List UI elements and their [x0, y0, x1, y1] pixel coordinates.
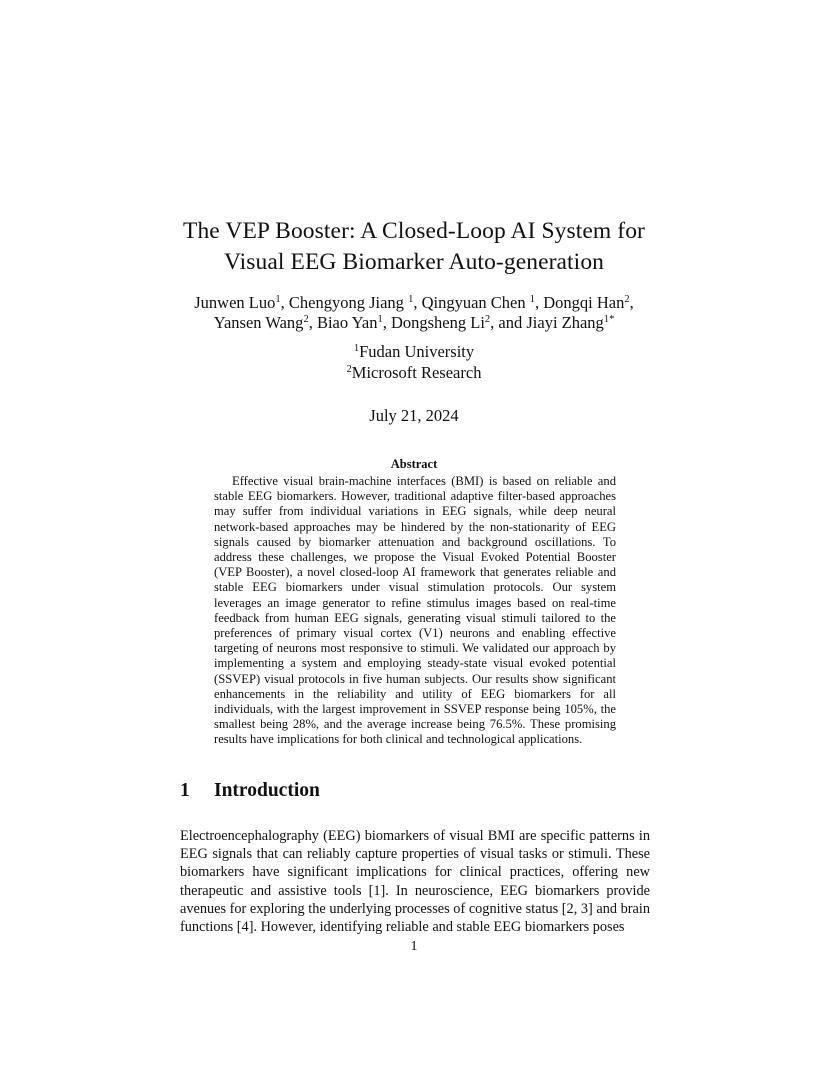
author-separator: , [280, 293, 289, 312]
section-number: 1 [180, 780, 190, 801]
author-name: Dongsheng Li [390, 313, 485, 332]
author-line-2 [0, 313, 828, 333]
author-affiliation-mark: 2 [303, 314, 309, 325]
page-number: 1 [410, 939, 418, 954]
section-title: Introduction [214, 780, 320, 801]
introduction-paragraph: Electroencephalography (EEG) biomarkers of visual BMI are specific patterns in EEG signals that can reliably capture properties of visual tasks or stimuli. These biomarkers have significant implications for clinical practices, offering new therapeutic and assistive tools [1]. In neuroscience, EEG biomarkers provide avenues for exploring the underlying processes of cognitive status [2, 3] and brain functions [4]. However, identifying reliable and stable EEG biomarkers poses [180, 828, 650, 936]
affiliation [0, 342, 828, 363]
author-separator: , [413, 293, 422, 312]
affiliation-name: Microsoft Research [351, 362, 482, 382]
paper-title-line-2: Visual EEG Biomarker Auto-generation [223, 249, 605, 275]
affiliation-mark: 1 [353, 343, 360, 354]
paper-title-line-1: The VEP Booster: A Closed-Loop AI System for [183, 218, 645, 244]
author-affiliation-mark: 1 [377, 314, 383, 325]
author-name: Qingyuan Chen [421, 293, 530, 312]
author-name: Junwen Luo [194, 293, 276, 312]
paper-title [0, 216, 828, 278]
author-separator: , and [490, 313, 527, 332]
author-separator: , [382, 313, 391, 332]
author-name: Biao Yan [316, 313, 378, 332]
abstract-text: Effective visual brain-machine interfaces (BMI) is based on reliable and stable EEG biomarkers. However, traditional adaptive filter-based approaches may suffer from individual variations in EEG signals, while deep neural network-based approaches may be hindered by the non-stationarity of EEG signals caused by biomarker attenuation and background oscillations. To address these challenges, we propose the Visual Evoked Potential Booster (VEP Booster), a novel closed-loop AI framework that generates reliable and stable EEG biomarkers under visual stimulation protocols. Our system leverages an image generator to refine stimulus images based on real-time feedback from human EEG signals, generating visual stimuli tailored to the preferences of primary visual cortex (V1) neurons and enabling effective targeting of neurons most responsive to stimuli. We validated our approach by implementing a system and employing steady-state visual evoked potential (SSVEP) visual protocols in five human subjects. Our results show significant enhancements in the reliability and utility of EEG biomarkers for all individuals, with the largest improvement in SSVEP response being 105%, the smallest being 28%, and the average increase being 76.5%. These promising results have implications for both clinical and technological applications. [214, 474, 616, 747]
author-name: Dongqi Han [543, 293, 625, 312]
affiliation-list [0, 342, 828, 383]
author-affiliation-mark: 2 [624, 294, 630, 305]
author-name: Yansen Wang [213, 313, 304, 332]
author-name: Chengyong Jiang [288, 293, 409, 312]
author-affiliation-mark: 1 [529, 294, 535, 305]
author-separator: , [629, 293, 634, 312]
author-affiliation-mark: 1* [603, 314, 615, 325]
affiliation [0, 363, 828, 384]
author-name: Jiayi Zhang [526, 313, 604, 332]
affiliation-name: Fudan University [359, 342, 475, 361]
abstract-heading: Abstract [390, 457, 438, 471]
author-affiliation-mark: 1 [275, 294, 281, 305]
section-heading [180, 778, 320, 804]
author-list [0, 293, 828, 333]
affiliation-mark: 2 [346, 363, 352, 375]
author-affiliation-mark: 1 [408, 294, 414, 305]
author-separator: , [534, 293, 544, 312]
author-separator: , [308, 313, 317, 332]
author-affiliation-mark: 2 [484, 314, 491, 325]
author-line-1 [0, 293, 828, 313]
paper-date: July 21, 2024 [369, 406, 459, 425]
